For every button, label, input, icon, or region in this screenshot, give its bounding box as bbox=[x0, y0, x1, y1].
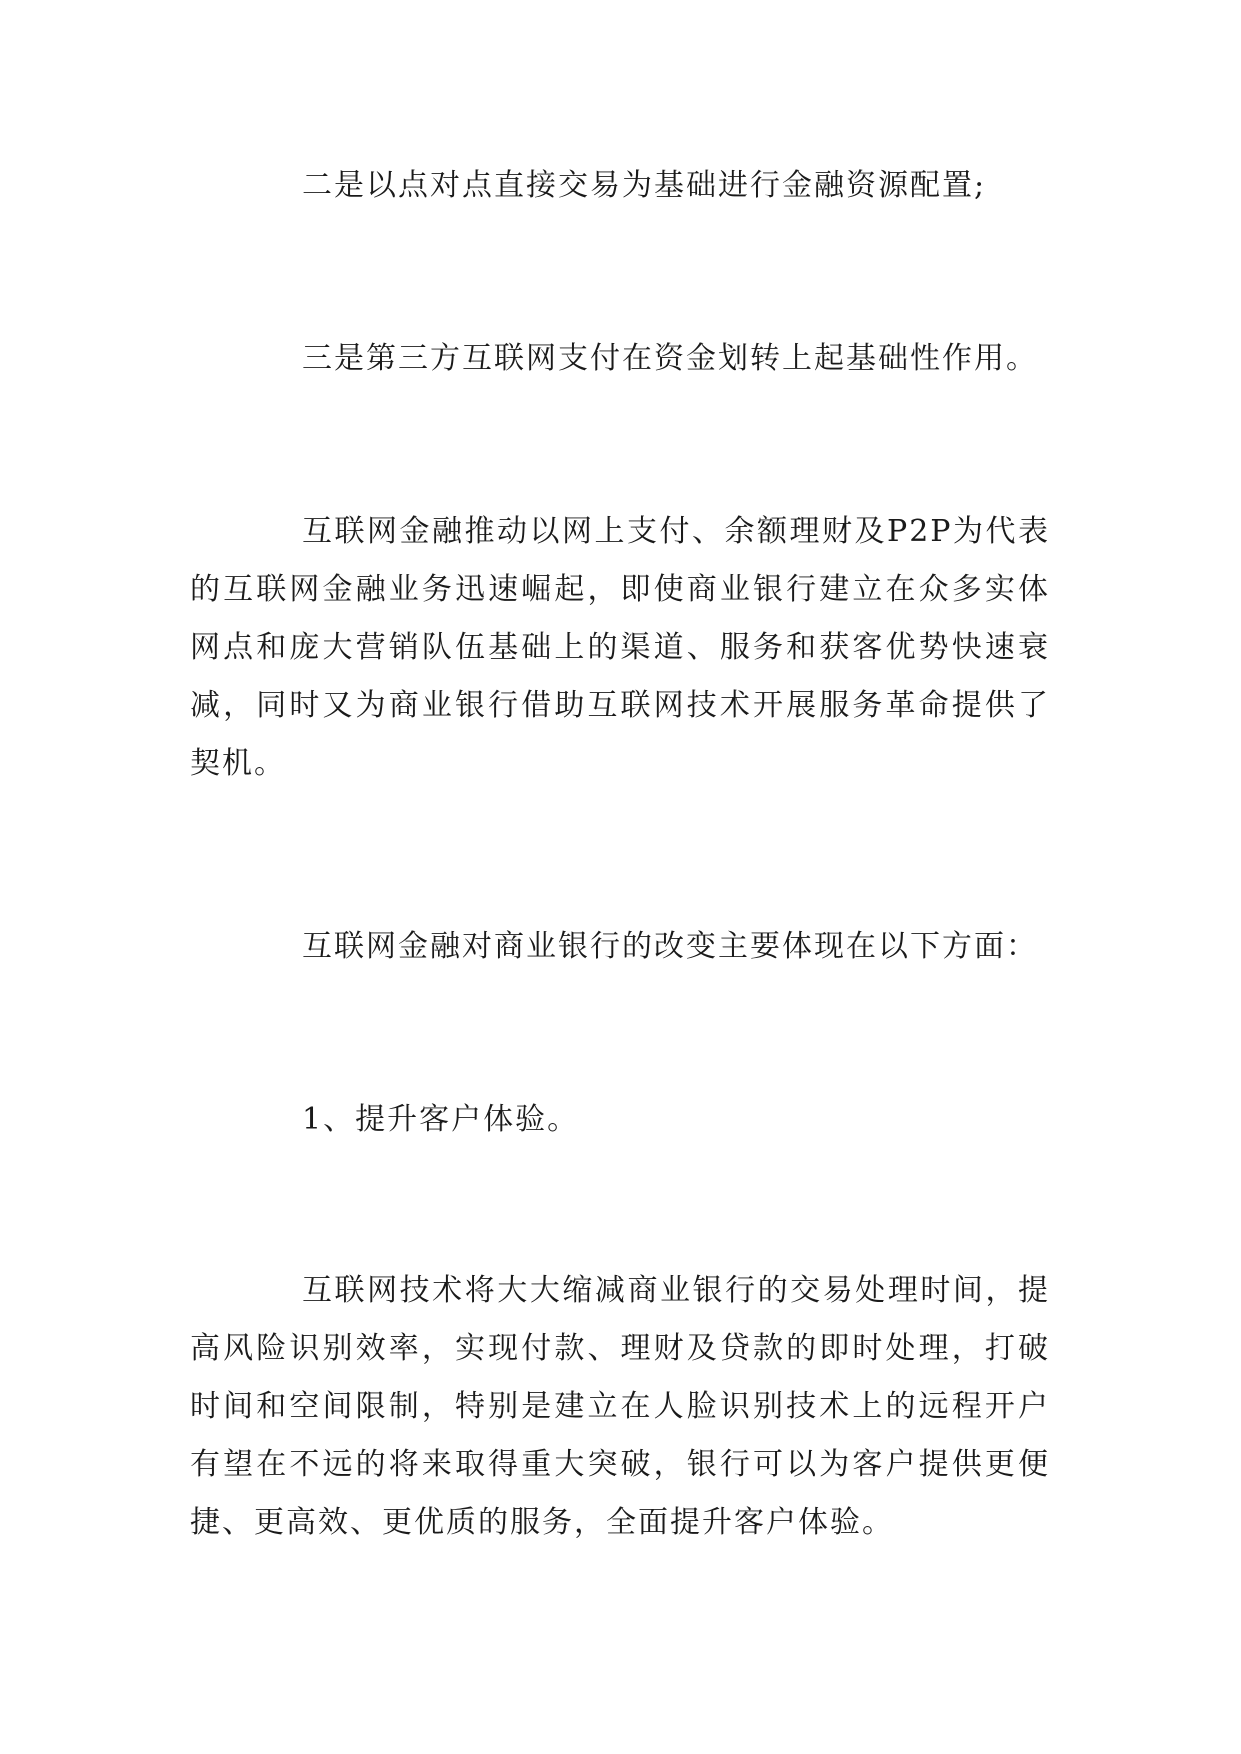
paragraph-approach-three: 三是第三方互联网支付在资金划转上起基础性作用。 bbox=[302, 341, 1038, 376]
paragraph-customer-experience: 互联网技术将大大缩减商业银行的交易处理时间，提高风险识别效率，实现付款、理财及贷款的即时处理，打破时间和空间限制，特别是建立在人脸识别技术上的远程开户有望在不远的将来取得重大突破，银行可以为客户提供更便捷、更高效、更优质的服务，全面提升客户体验。 bbox=[190, 1273, 1050, 1540]
paragraph-internet-finance-rise: 互联网金融推动以网上支付、余额理财及P2P为代表的互联网金融业务迅速崛起，即使商业银行建立在众多实体网点和庞大营销队伍基础上的渠道、服务和获客优势快速衰减，同时又为商业银行借助互联网技术开展服务革命提供了契机。 bbox=[190, 514, 1050, 781]
paragraph-changes-intro: 互联网金融对商业银行的改变主要体现在以下方面： bbox=[302, 929, 1038, 964]
paragraph-approach-two: 二是以点对点直接交易为基础进行金融资源配置; bbox=[302, 168, 987, 203]
paragraph-point-one-heading: 1、提升客户体验。 bbox=[302, 1102, 580, 1137]
